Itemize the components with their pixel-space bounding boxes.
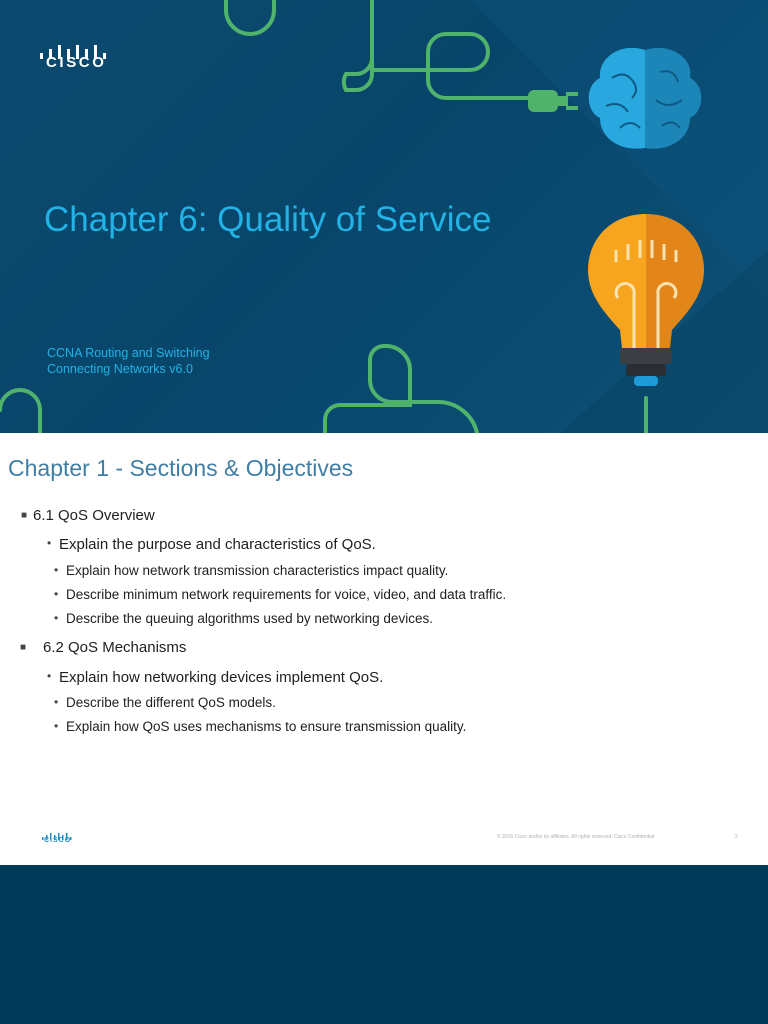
dot-bullet-icon: •: [54, 719, 59, 733]
list-item: • Explain how QoS uses mechanisms to ensure transmission quality.: [54, 719, 467, 734]
objectives-slide: [0, 433, 768, 865]
list-item: • Describe the queuing algorithms used by networking devices.: [54, 611, 433, 626]
square-bullet-icon: ■: [20, 642, 27, 653]
list-item: ■ 6.2 QoS Mechanisms: [20, 639, 187, 656]
cover-subtitle-version: Connecting Networks v6.0: [47, 362, 193, 376]
cover-title: Chapter 6: Quality of Service: [44, 200, 492, 239]
dot-bullet-icon: •: [54, 563, 59, 577]
dot-bullet-icon: •: [54, 587, 59, 601]
dot-bullet-icon: •: [47, 669, 52, 683]
list-item: • Describe minimum network requirements for voice, video, and data traffic.: [54, 587, 507, 602]
dot-bullet-icon: •: [54, 695, 59, 709]
cover-subtitle-course: CCNA Routing and Switching: [47, 346, 210, 360]
dot-bullet-icon: •: [54, 611, 59, 625]
list-item: • Explain how networking devices implement QoS.: [47, 669, 384, 686]
footer-logo-text: CISCO: [44, 837, 72, 844]
list-item: • Explain the purpose and characteristics of QoS.: [47, 536, 376, 553]
page-number: 2: [735, 834, 738, 840]
objectives-title: Chapter 1 - Sections & Objectives: [8, 455, 354, 481]
dot-bullet-icon: •: [47, 536, 52, 550]
list-item: ■ 6.1 QoS Overview: [21, 507, 155, 524]
cisco-logo-text: CISCO: [46, 54, 107, 71]
copyright-notice: © 2016 Cisco and/or its affiliates. All rights reserved. Cisco Confidential: [497, 834, 655, 840]
list-item: • Describe the different QoS models.: [54, 695, 276, 710]
brain-icon: [589, 48, 702, 149]
list-item: • Explain how network transmission characteristics impact quality.: [54, 563, 449, 578]
square-bullet-icon: ■: [21, 510, 28, 521]
cover-slide: [0, 0, 768, 433]
